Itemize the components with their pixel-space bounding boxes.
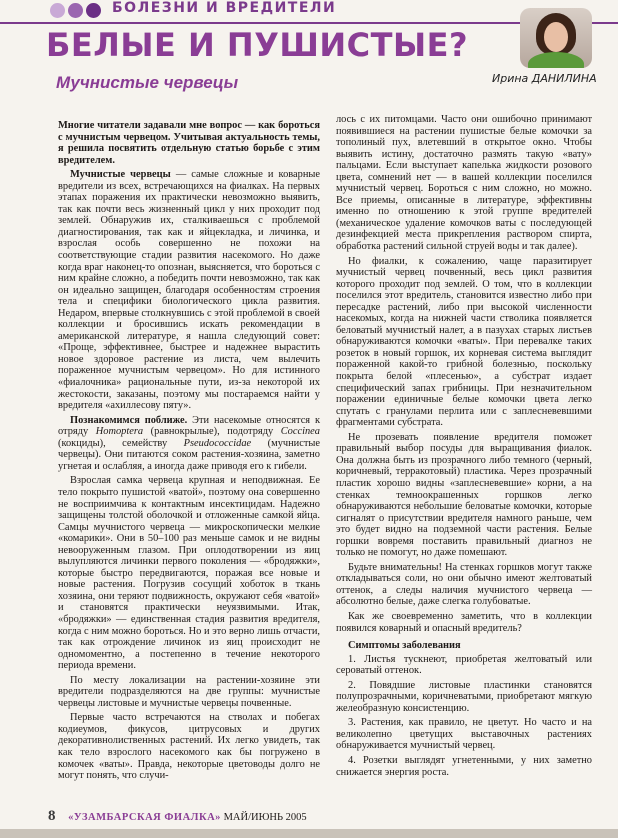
section-label: БОЛЕЗНИ И ВРЕДИТЕЛИ [112, 0, 337, 16]
symptom-item: 1. Листья тускнеют, приобретая желтоватый или сероватый оттенок. [336, 653, 592, 677]
page-number: 8 [48, 808, 56, 824]
paragraph-text: Эти насекомые относятся к отряду [58, 414, 320, 438]
paragraph: Первые часто встречаются на стволах и побегах кодиеумов, фикусов, цитрусовых и других декоративнолиственных растений. Их легко увидеть, так как тело взрослого насекомого как бы погружено в комочек «ваты». Правда, некоторые цветоводы долго не могут понять, что случи- [58, 712, 320, 782]
scan-edge [0, 829, 618, 838]
term-bold: Познакомимся поближе. [70, 414, 188, 426]
article-subtitle: Мучнистые червецы [56, 73, 239, 92]
author-name: Ирина ДАНИЛИНА [492, 72, 597, 85]
term-bold: Мучнистые червецы [70, 169, 171, 181]
latin-name: Homoptera [95, 426, 144, 438]
paragraph: Как же своевременно заметить, что в коллекции появился коварный и опасный вредитель? [336, 610, 592, 634]
paragraph [58, 415, 320, 473]
section-dots [50, 3, 101, 18]
left-column [58, 120, 320, 785]
latin-name: Pseudococcidae [183, 437, 252, 449]
magazine-name: «УЗАМБАРСКАЯ ФИАЛКА» [68, 812, 221, 823]
symptom-item: 2. Повядшие листовые пластинки становятся полупрозрачными, коричневатыми, приобретают мягкую желеобразную консистенцию. [336, 679, 592, 714]
author-face [544, 22, 568, 52]
paragraph-text: (кокциды), семейству [58, 437, 184, 449]
issue-date: МАЙ/ИЮНЬ 2005 [223, 812, 307, 823]
paragraph-text: — самые сложные и коварные вредители из всех, встречающихся на фиалках. На первых этапах поражения их практически невозможно выявить, так как почти весь жизненный цикл у них проходит под землей. Обнаружив их, сталкиваешься с проблемой диагностирования, так как и яйцекладка, и личинка, и взрослая особь совершенно не похожи на соответствующие стадии развития насекомого. Но даже когда враг наконец-то опознан, выясняется, что бороться с ним крайне сложно, а победить почти невозможно, так как он идеально защищен, благодаря особенностям строения тела и специфики биологического цикла развития. Недаром, впервые столкнувшись с этой проблемой в своей коллекции и бросившись искать рекомендации в американской литературе, я нашла следующий совет: «Проще, эффективнее, быстрее и надежнее вырастить новое здоровое растение из листа, чем вылечить пораженное мучнистым червецом». Но для истинного «фиалочника» рациональные пути, из-за некоторой их жестокости, заказаны, поэтому мы постараемся найти у вредителя «ахиллесову пяту». [58, 169, 320, 412]
paragraph: Не прозевать появление вредителя поможет правильный выбор посуды для выращивания фиалок. Она должна быть из прозрачного либо темного (черный, коричневый, терракотовый) пластика. Через прозрачный пластик хорошо видны «заплесневевшие» корни, а на стенках темноокрашенных горшков легко обнаруживаются небольшие беловатые комочки, которые сигналят о присутствии вредителя намного раньше, чем это будет видно на подземной части растения. Белые горшки вовремя поставить правильный диагноз не только не помогут, но даже помешают. [336, 431, 592, 559]
article-title: БЕЛЫЕ И ПУШИСТЫЕ? [46, 26, 469, 64]
latin-name: Coccinea [280, 426, 320, 438]
paragraph-text: (равнокрылые), подотряду [143, 426, 281, 438]
dot-light [50, 3, 65, 18]
page-footer [48, 808, 568, 825]
symptom-item: 3. Растения, как правило, не цветут. Но часто и на великолепно цветущих выставочных растениях обнаруживается мучнистый червец. [336, 717, 592, 752]
dot-medium [68, 3, 83, 18]
paragraph [58, 169, 320, 411]
dot-dark [86, 3, 101, 18]
paragraph: По месту локализации на растении-хозяине эти вредители подразделяются на две группы: мучнистые червецы листовые и мучнистые червецы почвенные. [58, 674, 320, 709]
author-shoulders [528, 52, 584, 68]
paragraph: Но фиалки, к сожалению, чаще паразитирует мучнистый червец почвенный, весь цикл развития которого проходит под землей. О том, что в коллекции поселился этот вредитель, становится известно либо при пересадке растений, либо при высокой численности насекомых, когда на нижней части стволика появляется беловатый мучнистый налет, а в пазухах старых листьев обнаруживаются комочки «ваты». При перевалке таких розеток в новый горшок, их корневая система выглядит пораженной какой-то грибной болезнью, поскольку покрыта белой «плесенью», а субстрат издает специфический запах грибницы. При незначительном поражении единичные белые комочки цвета легко спутать с гранулами перлита или с заплесневевшими фрагментами субстрата. [336, 255, 592, 429]
paragraph: лось с их питомцами. Часто они ошибочно принимают появившиеся на растении пушистые белые комочки за тополиный пух, влетевший в открытое окно. Чтобы выявить истину, достаточно размять такую «вату» пальцами. Если выступает капелька жидкости розового цвета, сомнений нет — в вашей коллекции поселился мучнистый червец. Бороться с ним сложно, но можно. Все приемы, описанные в литературе, эффективны именно по отношению к этой группе вредителей (механическое удаление комочков ваты с последующей дезинфекцией места прикрепления раствором спирта, обработка растений сильной струей воды и так далее). [336, 114, 592, 253]
author-photo [520, 8, 592, 68]
right-column [336, 114, 592, 781]
symptom-item: 4. Розетки выглядят угнетенными, у них заметно снижается энергия роста. [336, 754, 592, 778]
lead-paragraph: Многие читатели задавали мне вопрос — как бороться с мучнистым червецом. Учитывая актуальность темы, я решила посвятить отдельную статью борьбе с этим вредителем. [58, 120, 320, 166]
paragraph: Взрослая самка червеца крупная и неподвижная. Ее тело покрыто пушистой «ватой», поэтому она совершенно не восприимчива к контактным инсектицидам. Надежно защищены толстой оболочкой и отложенные самкой яйца. Самцы мучнистого червеца — микроскопически мелкие «комарики». Они в 50–100 раз меньше самок и не видны невооруженным глазом. При оплодотворении из яиц вылупляются личинки первого поколения — «бродяжки», которые быстро передвигаются, поражая все новые и новые растения. Погрузив сосущий хоботок в ткань хозяина, они теряют подвижность, окружают себя «ватой» и становятся практически неуязвимыми. Итак, «бродяжки» — единственная стадия развития вредителя, когда с ним можно бороться. Но и это верно лишь отчасти, так как отрождение личинок из яиц происходит не одномоментно, а постепенно в течение некоторого периода времени. [58, 475, 320, 672]
paragraph-text: (мучнистые червецы). Они питаются соком растения-хозяина, заметно угнетая и ослабляя, а иногда даже приводя его к гибели. [58, 437, 320, 472]
paragraph: Будьте внимательны! На стенках горшков могут также откладываться соли, но они обычно имеют желтоватый оттенок, а следы наличия мучнистого червеца — абсолютно белые, даже слегка голубоватые. [336, 561, 592, 608]
symptoms-heading: Симптомы заболевания [348, 640, 461, 652]
